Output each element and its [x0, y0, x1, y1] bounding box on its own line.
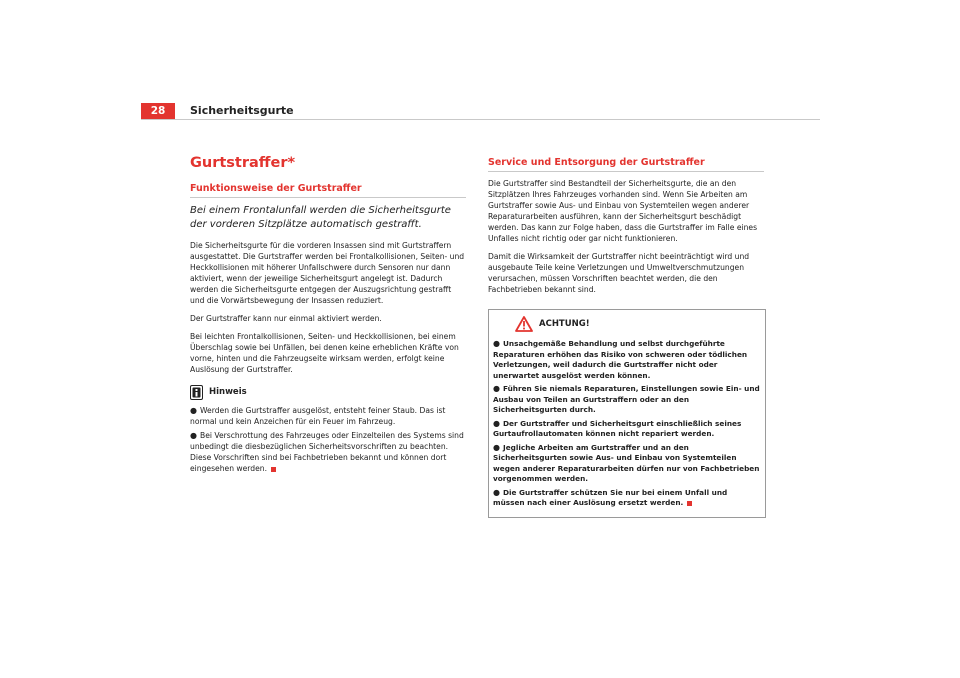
note-item-text: Werden die Gurtstraffer ausgelöst, entsteht feiner Staub. Das ist normal und kein Anzeichen für ein Feuer im Fahrzeug.: [190, 406, 446, 426]
section-divider: [488, 171, 764, 172]
lead-text: Bei einem Frontalunfall werden die Sicherheitsgurte der vorderen Sitzplätze automatisch gestrafft.: [190, 205, 451, 230]
warning-item-text: Jegliche Arbeiten am Gurtstraffer und an den Sicherheitsgurten sowie Aus- und Einbau von Systemteilen wegen anderer Reparaturarbeiten dürfen nur von Fachbetrieben vorgenommen werden.: [493, 442, 760, 483]
warning-item: ● Die Gurtstraffer schützen Sie nur bei einem Unfall und müssen nach einer Auslösung ersetzt werden.: [493, 487, 728, 507]
end-mark-icon: [271, 467, 276, 472]
warning-item-text: Die Gurtstraffer schützen Sie nur bei einem Unfall und müssen nach einer Auslösung ersetzt werden.: [493, 487, 728, 507]
warning-item: ● Führen Sie niemals Reparaturen, Einstellungen sowie Ein- und Ausbau von Teilen an Gurtstraffern oder an den Sicherheitsgurten durch.: [493, 384, 760, 414]
warning-item: ● Jegliche Arbeiten am Gurtstraffer und an den Sicherheitsgurten sowie Aus- und Einbau von Systemteilen wegen anderer Reparaturarbeiten dürfen nur von Fachbetrieben vorgenommen werden.: [493, 442, 760, 483]
paragraph: Der Gurtstraffer kann nur einmal aktiviert werden.: [190, 314, 382, 323]
paragraph: Damit die Wirksamkeit der Gurtstraffer nicht beeinträchtigt wird und ausgebaute Teile keine Verletzungen und Umweltverschmutzungen verursachen, müssen Vorschriften beachtet werden, die den Fachbetrieben bekannt sind.: [488, 252, 750, 294]
note-icon: [190, 385, 203, 400]
note-header: [190, 385, 466, 400]
warning-box: [488, 309, 766, 518]
page-number: 28: [141, 103, 175, 119]
warning-item: ● Unsachgemäße Behandlung und selbst durchgeführte Reparaturen erhöhen das Risiko von schweren oder tödlichen Verletzungen, weil dadurch die Gurtstraffer nicht oder unerwartet ausgelöst werden können.: [493, 339, 748, 380]
warning-triangle-icon: [515, 316, 533, 332]
section-divider: [190, 197, 466, 198]
paragraph: Die Sicherheitsgurte für die vorderen Insassen sind mit Gurtstraffern ausgestattet. Die Gurtstraffer werden bei Frontalkollisionen, Seiten- und Heckkollisionen mit höherer Unfallschwere durch Sensoren nur dann aktiviert, wenn der jeweilige Sicherheitsgurt angelegt ist. Dadurch werden die Sicherheitsgurte entgegen der Auszugsrichtung gestrafft und die Vorwärtsbewegung der Insassen reduziert.: [190, 241, 465, 305]
note-item: ● Werden die Gurtstraffer ausgelöst, entsteht feiner Staub. Das ist normal und kein Anzeichen für ein Feuer im Fahrzeug.: [190, 406, 446, 426]
note-item: ● Bei Verschrottung des Fahrzeuges oder Einzelteilen des Systems sind unbedingt die diesbezüglichen Sicherheitsvorschriften zu beachten. Diese Vorschriften sind bei Fachbetrieben bekannt und können dort eingesehen werden.: [190, 431, 464, 473]
running-head-title: Sicherheitsgurte: [190, 104, 294, 117]
warning-item-text: Unsachgemäße Behandlung und selbst durchgeführte Reparaturen erhöhen das Risiko von schweren oder tödlichen Verletzungen, weil dadurch die Gurtstraffer nicht oder unerwartet ausgelöst werden können.: [493, 339, 748, 380]
right-column: [488, 156, 764, 518]
left-column: [190, 154, 466, 477]
warning-item-text: Der Gurtstraffer und Sicherheitsgurt einschließlich seines Gurtaufrollautomaten können nicht repariert werden.: [493, 418, 742, 438]
end-mark-icon: [687, 501, 692, 506]
header-divider: [141, 119, 820, 120]
section-heading-function: Funktionsweise der Gurtstraffer: [190, 183, 362, 194]
section-heading-service: Service und Entsorgung der Gurtstraffer: [488, 157, 705, 168]
warning-item: ● Der Gurtstraffer und Sicherheitsgurt einschließlich seines Gurtaufrollautomaten können nicht repariert werden.: [493, 418, 742, 438]
warning-title: ACHTUNG!: [539, 318, 590, 329]
paragraph: Bei leichten Frontalkollisionen, Seiten- und Heckkollisionen, bei einem Überschlag sowie bei Unfällen, bei denen keine erheblichen Kräfte von vorne, hinten und die Fahrzeugseite wirksam werden, erfolgt keine Auslösung der Gurtstraffer.: [190, 332, 459, 374]
warning-item-text: Führen Sie niemals Reparaturen, Einstellungen sowie Ein- und Ausbau von Teilen an Gurtstraffern oder an den Sicherheitsgurten durch.: [493, 384, 760, 414]
paragraph: Die Gurtstraffer sind Bestandteil der Sicherheitsgurte, die an den Sitzplätzen Ihres Fahrzeuges vorhanden sind. Wenn Sie Arbeiten am Gurtstraffer sowie Aus- und Einbau von Systemteilen wegen anderer Reparaturarbeiten ausführen, kann der Sicherheitsgurt beschädigt werden. Das kann zur Folge haben, dass die Gurtstraffer im Falle eines Unfalles nicht richtig oder gar nicht funktionieren.: [488, 179, 758, 243]
warning-header: [515, 316, 761, 332]
note-item-text: Bei Verschrottung des Fahrzeuges oder Einzelteilen des Systems sind unbedingt die diesbezüglichen Sicherheitsvorschriften zu beachten. Diese Vorschriften sind bei Fachbetrieben bekannt und können dort eingesehen werden.: [190, 431, 464, 473]
main-heading: Gurtstraffer*: [190, 155, 296, 171]
note-title: Hinweis: [209, 387, 247, 397]
